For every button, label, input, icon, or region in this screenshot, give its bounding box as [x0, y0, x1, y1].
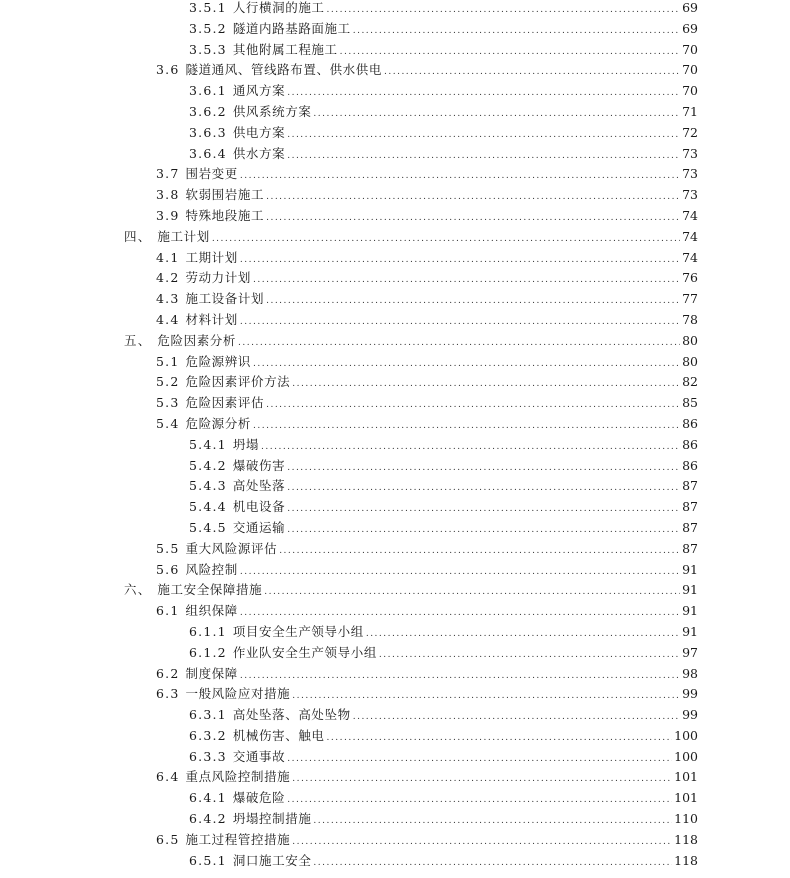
- toc-entry[interactable]: [0, 664, 790, 685]
- toc-page-number: 77: [682, 291, 698, 307]
- toc-page-number: 74: [682, 228, 698, 244]
- toc-dot-leader: [313, 853, 672, 874]
- toc-dot-leader: [240, 562, 680, 583]
- toc-entry[interactable]: [0, 185, 790, 206]
- toc-page-number: 86: [682, 415, 698, 431]
- toc-entry-number: 3.9: [156, 207, 180, 223]
- toc-dot-leader: [292, 832, 672, 853]
- toc-entry-title: 软弱围岩施工: [185, 187, 265, 203]
- toc-page-number: 87: [682, 499, 698, 515]
- toc-page-number: 118: [674, 852, 698, 868]
- toc-dot-leader: [292, 686, 680, 707]
- toc-entry[interactable]: [0, 102, 790, 123]
- toc-entry[interactable]: [0, 476, 790, 497]
- toc-entry-number: 5.4: [156, 415, 180, 431]
- toc-dot-leader: [240, 312, 680, 333]
- toc-page-number: 91: [682, 603, 698, 619]
- toc-entry-title: 通风方案: [232, 83, 286, 99]
- toc-dot-leader: [384, 62, 680, 83]
- toc-entry-number: 5.2: [156, 374, 180, 390]
- toc-entry[interactable]: [0, 497, 790, 518]
- toc-dot-leader: [238, 333, 680, 354]
- toc-dot-leader: [253, 354, 680, 375]
- toc-page-number: 73: [682, 187, 698, 203]
- toc-entry[interactable]: [0, 123, 790, 144]
- toc-entry-title: 机械伤害、触电: [232, 727, 325, 743]
- toc-page-number: 87: [682, 519, 698, 535]
- toc-entry-number: 6.3: [156, 686, 180, 702]
- toc-page-number: 87: [682, 540, 698, 556]
- toc-entry[interactable]: [0, 248, 790, 269]
- toc-entry[interactable]: [0, 164, 790, 185]
- toc-dot-leader: [266, 187, 680, 208]
- toc-entry[interactable]: [0, 81, 790, 102]
- toc-entry-title: 洞口施工安全: [232, 852, 312, 868]
- toc-dot-leader: [287, 499, 680, 520]
- toc-entry[interactable]: [0, 747, 790, 768]
- toc-page-number: 87: [682, 478, 698, 494]
- toc-entry[interactable]: [0, 352, 790, 373]
- toc-entry[interactable]: [0, 767, 790, 788]
- toc-entry[interactable]: [0, 622, 790, 643]
- toc-entry-number: 5.4.5: [189, 519, 227, 535]
- toc-entry-title: 供电方案: [232, 124, 286, 140]
- toc-entry-number: 6.4.1: [189, 790, 227, 806]
- toc-page-number: 69: [682, 20, 698, 36]
- toc-entry-title: 隧道通风、管线路布置、供水供电: [185, 62, 382, 78]
- toc-page-number: 110: [674, 811, 698, 827]
- toc-entry-title: 供水方案: [232, 145, 286, 161]
- toc-entry[interactable]: [0, 705, 790, 726]
- toc-page-number: 70: [682, 83, 698, 99]
- toc-page-number: 78: [682, 311, 698, 327]
- toc-dot-leader: [279, 541, 680, 562]
- toc-entry-number: 3.8: [156, 187, 180, 203]
- toc-dot-leader: [253, 416, 680, 437]
- toc-entry-number: 3.6.3: [189, 124, 227, 140]
- toc-entry-title: 危险因素评估: [185, 395, 265, 411]
- toc-entry-number: 3.5.3: [189, 41, 227, 57]
- toc-page-number: 85: [682, 395, 698, 411]
- toc-entry-number: 5.5: [156, 540, 180, 556]
- toc-entry-title: 高处坠落: [232, 478, 286, 494]
- toc-entry[interactable]: [0, 19, 790, 40]
- toc-page-number: 91: [682, 623, 698, 639]
- toc-entry-title: 坍塌: [232, 436, 260, 452]
- toc-entry[interactable]: [0, 331, 790, 352]
- toc-entry-title: 组织保障: [185, 603, 238, 619]
- toc-page-number: 76: [682, 270, 698, 286]
- toc-dot-leader: [264, 582, 680, 603]
- toc-entry-title: 机电设备: [232, 499, 286, 515]
- toc-entry-number: 4.4: [156, 311, 180, 327]
- toc-page-number: 73: [682, 145, 698, 161]
- toc-dot-leader: [353, 707, 680, 728]
- toc-entry-title: 供风系统方案: [232, 103, 312, 119]
- toc-entry-title: 危险源辨识: [185, 353, 251, 369]
- toc-entry[interactable]: [0, 206, 790, 227]
- toc-entry[interactable]: [0, 726, 790, 747]
- toc-dot-leader: [313, 104, 680, 125]
- toc-page-number: 74: [682, 207, 698, 223]
- toc-page-number: 82: [682, 374, 698, 390]
- toc-entry[interactable]: [0, 372, 790, 393]
- toc-entry-title: 围岩变更: [185, 166, 238, 182]
- toc-entry-title: 重大风险源评估: [185, 540, 278, 556]
- toc-dot-leader: [240, 603, 680, 624]
- toc-entry-title: 交通事故: [232, 748, 286, 764]
- toc-dot-leader: [266, 291, 680, 312]
- toc-page-number: 73: [682, 166, 698, 182]
- toc-dot-leader: [379, 645, 680, 666]
- toc-entry[interactable]: [0, 560, 790, 581]
- toc-entry[interactable]: [0, 518, 790, 539]
- toc-entry-number: 6.5: [156, 831, 180, 847]
- toc-page-number: 86: [682, 457, 698, 473]
- toc-page-number: 99: [682, 707, 698, 723]
- toc-entry-title: 作业队安全生产领导小组: [232, 644, 377, 660]
- toc-entry-number: 6.2: [156, 665, 180, 681]
- toc-entry-number: 4.1: [156, 249, 180, 265]
- toc-entry-title: 工期计划: [185, 249, 238, 265]
- toc-dot-leader: [261, 437, 680, 458]
- toc-dot-leader: [240, 666, 680, 687]
- toc-page-number: 100: [674, 748, 698, 764]
- toc-entry-number: 四、: [124, 228, 152, 244]
- toc-entry[interactable]: [0, 601, 790, 622]
- toc-dot-leader: [353, 21, 680, 42]
- toc-entry[interactable]: [0, 310, 790, 331]
- toc-dot-leader: [340, 42, 680, 63]
- toc-entry-number: 3.6.4: [189, 145, 227, 161]
- toc-entry-number: 4.2: [156, 270, 180, 286]
- toc-entry-title: 其他附属工程施工: [232, 41, 338, 57]
- toc-page-number: 86: [682, 436, 698, 452]
- toc-dot-leader: [240, 250, 680, 271]
- toc-entry-title: 坍塌控制措施: [232, 811, 312, 827]
- toc-entry[interactable]: [0, 435, 790, 456]
- toc-entry[interactable]: [0, 393, 790, 414]
- toc-entry-number: 6.3.1: [189, 707, 227, 723]
- toc-entry-number: 5.3: [156, 395, 180, 411]
- toc-entry-title: 制度保障: [185, 665, 238, 681]
- toc-entry-title: 施工安全保障措施: [157, 582, 263, 598]
- toc-entry[interactable]: [0, 809, 790, 830]
- toc-dot-leader: [287, 520, 680, 541]
- toc-entry-title: 危险因素评价方法: [185, 374, 291, 390]
- toc-entry-number: 5.4.3: [189, 478, 227, 494]
- toc-dot-leader: [327, 728, 673, 749]
- toc-entry-title: 人行横洞的施工: [232, 0, 325, 15]
- toc-entry-number: 6.1.2: [189, 644, 227, 660]
- toc-entry-number: 六、: [124, 582, 152, 598]
- toc-entry[interactable]: [0, 144, 790, 165]
- toc-entry-title: 劳动力计划: [185, 270, 251, 286]
- toc-entry-title: 高处坠落、高处坠物: [232, 707, 351, 723]
- toc-dot-leader: [287, 458, 680, 479]
- toc-entry-title: 隧道内路基路面施工: [232, 20, 351, 36]
- toc-entry-title: 施工设备计划: [185, 291, 265, 307]
- toc-page-number: 69: [682, 0, 698, 15]
- toc-entry-number: 6.1.1: [189, 623, 227, 639]
- toc-entry-number: 3.5.2: [189, 20, 227, 36]
- toc-entry-title: 爆破伤害: [232, 457, 286, 473]
- toc-entry-title: 施工计划: [157, 228, 210, 244]
- toc-dot-leader: [212, 229, 680, 250]
- toc-entry-title: 重点风险控制措施: [185, 769, 291, 785]
- toc-entry-number: 5.4.2: [189, 457, 227, 473]
- toc-entry-number: 3.6: [156, 62, 180, 78]
- toc-dot-leader: [287, 83, 680, 104]
- toc-entry-number: 3.7: [156, 166, 180, 182]
- toc-page-number: 71: [682, 103, 698, 119]
- toc-entry[interactable]: [0, 414, 790, 435]
- toc-entry-number: 6.4.2: [189, 811, 227, 827]
- toc-dot-leader: [287, 146, 680, 167]
- toc-entry-title: 施工过程管控措施: [185, 831, 291, 847]
- toc-entry[interactable]: [0, 456, 790, 477]
- toc-dot-leader: [287, 749, 672, 770]
- toc-entry-number: 6.4: [156, 769, 180, 785]
- toc-entry[interactable]: [0, 227, 790, 248]
- toc-page-number: 101: [674, 790, 698, 806]
- toc-entry-number: 5.1: [156, 353, 180, 369]
- toc-dot-leader: [266, 395, 680, 416]
- toc-entry-number: 6.3.3: [189, 748, 227, 764]
- toc-entry-title: 特殊地段施工: [185, 207, 265, 223]
- toc-entry[interactable]: [0, 289, 790, 310]
- toc-entry-number: 4.3: [156, 291, 180, 307]
- toc-dot-leader: [292, 769, 672, 790]
- toc-entry[interactable]: [0, 580, 790, 601]
- toc-entry-number: 3.6.2: [189, 103, 227, 119]
- toc-entry[interactable]: [0, 830, 790, 851]
- toc-page-number: 80: [682, 332, 698, 348]
- toc-entry-number: 6.3.2: [189, 727, 227, 743]
- toc-dot-leader: [240, 166, 680, 187]
- toc-entry-number: 五、: [124, 332, 152, 348]
- toc-page-number: 70: [682, 41, 698, 57]
- toc-entry-number: 3.6.1: [189, 83, 227, 99]
- toc-entry-number: 5.4.4: [189, 499, 227, 515]
- toc-entry-title: 危险源分析: [185, 415, 251, 431]
- toc-page-number: 80: [682, 353, 698, 369]
- toc-entry[interactable]: [0, 40, 790, 61]
- toc-dot-leader: [292, 374, 680, 395]
- toc-entry[interactable]: [0, 851, 790, 872]
- toc-page-number: 91: [682, 561, 698, 577]
- toc-entry-number: 5.6: [156, 561, 180, 577]
- toc-page-number: 70: [682, 62, 698, 78]
- toc-page-number: 99: [682, 686, 698, 702]
- toc-entry-title: 交通运输: [232, 519, 286, 535]
- toc-page-number: 72: [682, 124, 698, 140]
- toc-dot-leader: [287, 478, 680, 499]
- toc-page-number: 98: [682, 665, 698, 681]
- toc-dot-leader: [266, 208, 680, 229]
- toc-dot-leader: [313, 811, 672, 832]
- toc-dot-leader: [287, 790, 672, 811]
- toc-entry-title: 风险控制: [185, 561, 238, 577]
- toc-entry[interactable]: [0, 643, 790, 664]
- toc-entry-title: 项目安全生产领导小组: [232, 623, 364, 639]
- toc-entry-number: 5.4.1: [189, 436, 227, 452]
- toc-page-number: 97: [682, 644, 698, 660]
- toc-entry[interactable]: [0, 684, 790, 705]
- toc-entry-number: 6.5.1: [189, 852, 227, 868]
- toc-page-number: 118: [674, 831, 698, 847]
- toc-dot-leader: [366, 624, 680, 645]
- toc-entry-title: 危险因素分析: [157, 332, 237, 348]
- toc-dot-leader: [253, 270, 680, 291]
- toc-page-number: 91: [682, 582, 698, 598]
- toc-entry-title: 爆破危险: [232, 790, 286, 806]
- toc-page-number: 101: [674, 769, 698, 785]
- toc-entry[interactable]: [0, 60, 790, 81]
- toc-entry-title: 材料计划: [185, 311, 238, 327]
- toc-entry[interactable]: [0, 788, 790, 809]
- toc-entry-number: 6.1: [156, 603, 180, 619]
- toc-page-number: 100: [674, 727, 698, 743]
- toc-dot-leader: [287, 125, 680, 146]
- toc-entry[interactable]: [0, 268, 790, 289]
- toc-entry[interactable]: [0, 539, 790, 560]
- toc-dot-leader: [327, 0, 681, 21]
- toc-page-number: 74: [682, 249, 698, 265]
- toc-entry-number: 3.5.1: [189, 0, 227, 15]
- toc-entry[interactable]: [0, 0, 790, 19]
- toc-entry-title: 一般风险应对措施: [185, 686, 291, 702]
